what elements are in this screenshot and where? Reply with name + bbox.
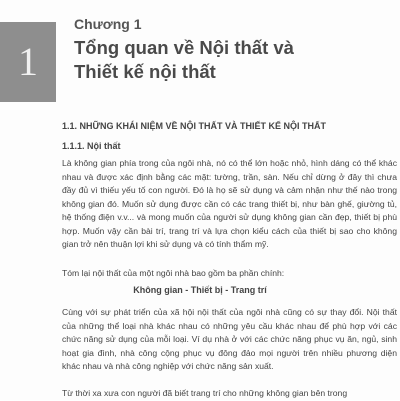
section-heading: 1.1. NHỮNG KHÁI NIỆM VỀ NỘI THẤT VÀ THIẾT KẾ NỘI THẤT (62, 121, 326, 131)
emphasis-three-parts: Không gian - Thiết bị - Trang trí (133, 285, 267, 295)
paragraph-development: Cùng với sự phát triển của xã hội nội thất của ngôi nhà cũng có sự thay đổi. Nội thất của những thể loại nhà khác nhau có những yêu cầu khác nhau để phù hợp với các chức năng sử dụng của mỗi loại. Ví dụ nhà ở với các chức năng phục vụ ăn, ngủ, sinh hoạt gia đình, nhà công cộng phục vụ đông đảo mọi người trên nhiều phương diện khác nhau và nhà công nghiệp với chức năng sản xuất. (62, 307, 397, 371)
chapter-title-line-1: Tổng quan về Nội thất và (74, 37, 294, 58)
chapter-title-line-2: Thiết kế nội thất (74, 61, 216, 82)
paragraph-summary: Tóm lại nội thất của một ngôi nhà bao gồm ba phần chính: (62, 268, 285, 278)
chapter-number: 1 (18, 39, 38, 84)
chapter-label: Chương 1 (74, 16, 142, 32)
chapter-number-block (0, 22, 56, 102)
paragraph-definition: Là không gian phía trong của ngôi nhà, nó có thể lớn hoặc nhỏ, hình dáng có thể khác nhau và được xác định bằng các mặt: tường, trần, sàn. Nếu chỉ dừng ở đây thì chưa đầy đủ vì thiếu yếu tố con người. Đó là họ sẽ sử dụng và cảm nhận như thế nào trong không gian đó. Muốn sử dụng được cần có các trang thiết bị, như bàn ghế, giường tủ, hệ thống điện v.v... và mong muốn của người sử dụng không gian cần đẹp, thiết bị phù hợp. Muốn vậy cần bài trí, trang trí và lựa chọn kiểu cách của thiết bị sao cho không gian trở nên thuận lợi khi sử dụng và có tính thẩm mỹ. (62, 158, 397, 249)
subsection-heading: 1.1.1. Nội thất (62, 141, 121, 151)
chapter-title (74, 36, 384, 84)
paragraph-history: Từ thời xa xưa con người đã biết trang trí cho những không gian bên trong (62, 388, 348, 398)
